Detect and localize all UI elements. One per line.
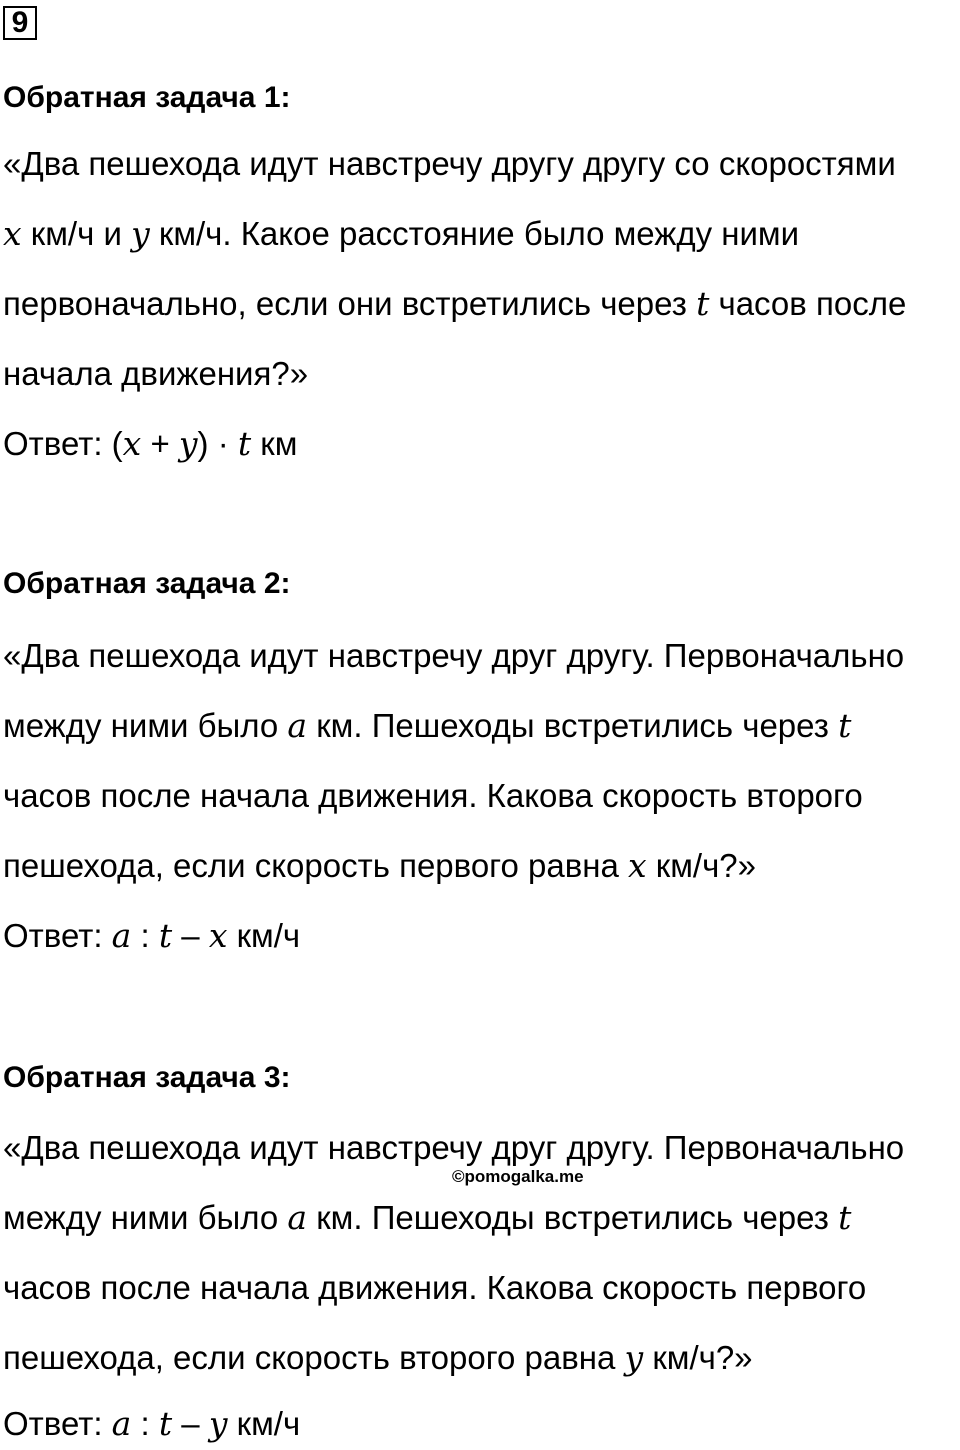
text-segment: км/ч и	[21, 215, 132, 252]
exercise-number: 9	[3, 6, 37, 40]
math-variable: t	[237, 424, 252, 463]
text-segment: Ответ:	[3, 917, 112, 954]
math-variable: t	[158, 916, 173, 955]
text-segment: первоначально, если они встретились через	[3, 285, 697, 322]
math-variable: t	[158, 1404, 173, 1443]
text-segment: ) ·	[197, 425, 238, 462]
text-segment: между ними было	[3, 707, 288, 744]
task-1-title: Обратная задача 1:	[3, 81, 291, 114]
text-segment: пешехода, если скорость первого равна	[3, 847, 628, 884]
task-2-answer	[3, 914, 300, 958]
task-3-line-1	[3, 1126, 904, 1170]
task-1-line-3	[3, 282, 906, 326]
math-variable: x	[122, 424, 142, 463]
math-variable: a	[111, 916, 132, 955]
math-variable: t	[696, 284, 710, 323]
task-1-line-4	[3, 352, 308, 396]
math-variable: a	[111, 1404, 132, 1443]
text-segment: часов после начала движения. Какова скорость первого	[3, 1269, 867, 1306]
text-segment: начала движения?»	[3, 355, 309, 392]
text-segment: –	[172, 1405, 209, 1442]
task-1-line-2	[3, 212, 799, 256]
text-segment: «Два пешехода идут навстречу другу другу со скоростями	[3, 145, 896, 182]
task-3-line-3	[3, 1266, 866, 1310]
math-variable: t	[838, 1198, 852, 1237]
text-segment: часов после	[709, 285, 907, 322]
text-segment: между ними было	[3, 1199, 288, 1236]
task-3-line-2	[3, 1196, 851, 1240]
text-segment: Ответ: (	[3, 425, 123, 462]
watermark: ©pomogalka.me	[452, 1167, 584, 1186]
text-segment: км/ч	[227, 917, 301, 954]
math-variable: a	[287, 706, 308, 745]
math-variable: a	[287, 1198, 308, 1237]
math-variable: y	[208, 1404, 228, 1443]
task-1-answer	[3, 422, 297, 466]
task-3-line-4	[3, 1336, 753, 1380]
text-segment: км. Пешеходы встретились через	[307, 707, 839, 744]
math-variable: x	[628, 846, 647, 885]
text-segment: :	[131, 917, 159, 954]
math-variable: y	[131, 214, 150, 253]
task-2-line-2	[3, 704, 851, 748]
text-segment: км	[251, 425, 298, 462]
task-2-title: Обратная задача 2:	[3, 567, 291, 600]
text-segment: «Два пешехода идут навстречу друг другу. Первоначально	[3, 637, 905, 674]
task-2-line-1	[3, 634, 904, 678]
text-segment: км/ч?»	[646, 847, 756, 884]
text-segment: +	[141, 425, 179, 462]
text-segment: км/ч. Какое расстояние было между ними	[149, 215, 800, 252]
task-2-line-3	[3, 774, 863, 818]
text-segment: км/ч	[227, 1405, 301, 1442]
task-3-answer	[3, 1402, 300, 1446]
math-variable: x	[208, 916, 228, 955]
math-variable: x	[3, 214, 22, 253]
task-2-line-4	[3, 844, 756, 888]
math-variable: y	[624, 1338, 644, 1377]
text-segment: км/ч?»	[643, 1339, 753, 1376]
math-variable: t	[838, 706, 852, 745]
task-3-title: Обратная задача 3:	[3, 1061, 291, 1094]
text-segment: км. Пешеходы встретились через	[307, 1199, 839, 1236]
text-segment: пешехода, если скорость второго равна	[3, 1339, 625, 1376]
text-segment: часов после начала движения. Какова скорость второго	[3, 777, 863, 814]
math-variable: y	[178, 424, 198, 463]
text-segment: Ответ:	[3, 1405, 112, 1442]
text-segment: «Два пешехода идут навстречу друг другу. Первоначально	[3, 1129, 905, 1166]
text-segment: :	[131, 1405, 159, 1442]
text-segment: –	[172, 917, 209, 954]
task-1-line-1	[3, 142, 896, 186]
